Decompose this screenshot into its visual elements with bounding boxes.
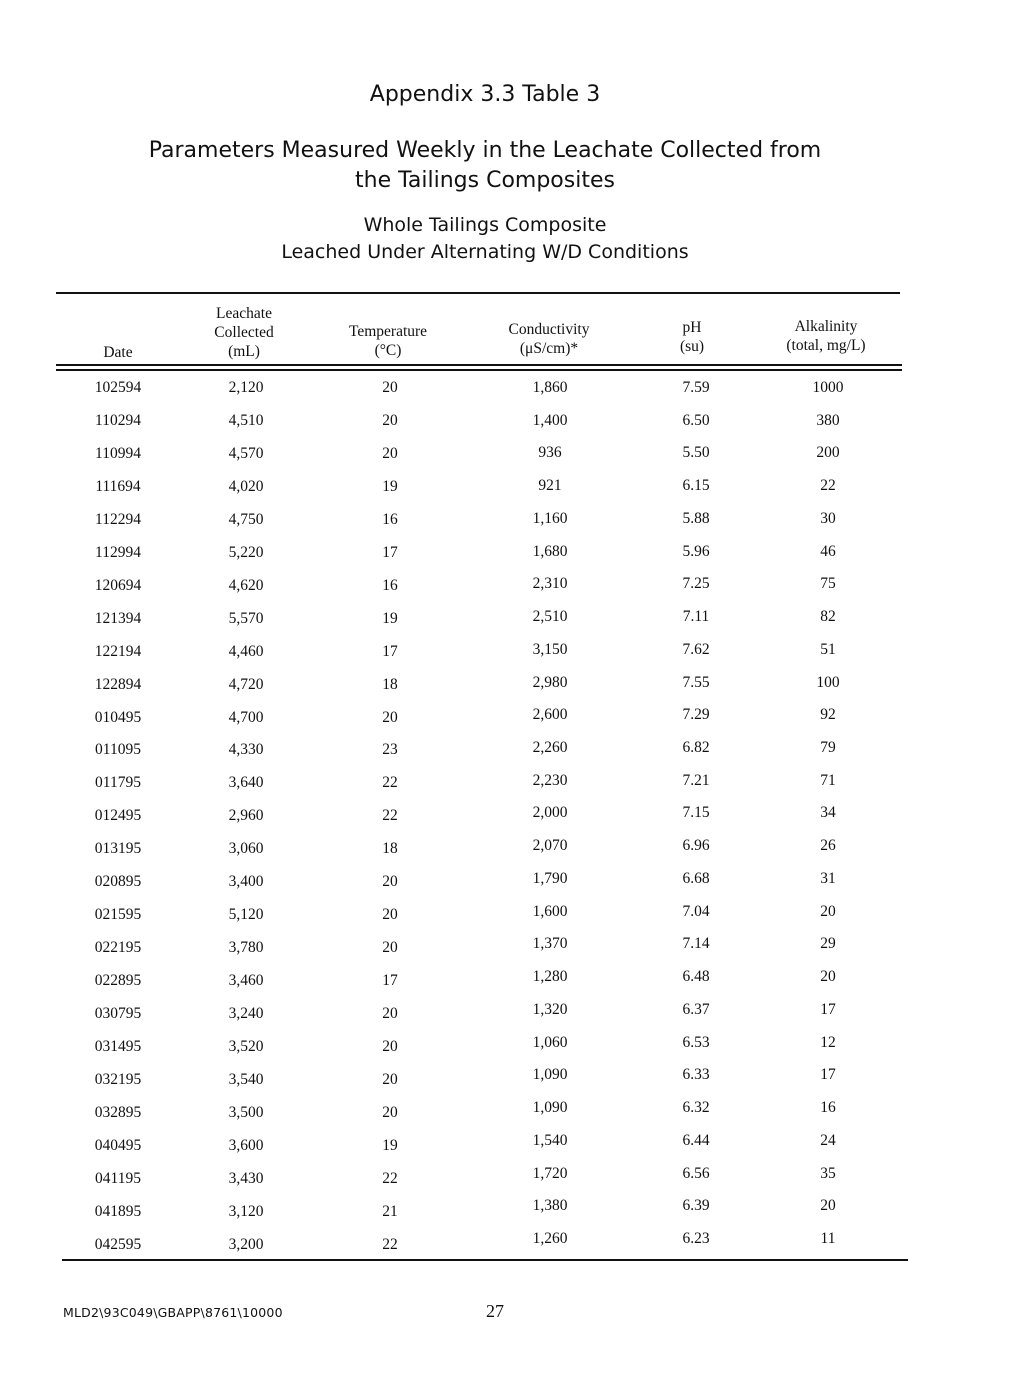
header-date-line-1: Date xyxy=(103,344,133,361)
cell-leachate-collected: 3,780 xyxy=(228,939,264,957)
cell-alkalinity: 71 xyxy=(820,771,836,789)
table-subtitle xyxy=(0,212,970,266)
cell-conductivity: 1,280 xyxy=(532,968,568,986)
cell-date: 041895 xyxy=(94,1202,142,1220)
cell-temperature: 20 xyxy=(382,939,398,957)
cell-temperature: 22 xyxy=(382,1169,398,1187)
cell-temperature: 20 xyxy=(382,906,398,924)
cell-temperature: 18 xyxy=(382,675,398,693)
cell-date: 122194 xyxy=(94,642,142,660)
cell-alkalinity: 200 xyxy=(816,444,840,462)
cell-leachate-collected: 4,570 xyxy=(228,444,264,462)
cell-leachate-collected: 5,220 xyxy=(228,543,264,561)
cell-temperature: 16 xyxy=(382,510,398,528)
cell-leachate-collected: 4,460 xyxy=(228,642,264,660)
cell-temperature: 20 xyxy=(382,873,398,891)
cell-date: 030795 xyxy=(94,1005,142,1023)
cell-date: 121394 xyxy=(94,609,142,627)
cell-ph: 6.23 xyxy=(682,1229,710,1247)
cell-leachate-collected: 4,720 xyxy=(228,675,264,693)
cell-conductivity: 1,600 xyxy=(532,902,568,920)
cell-conductivity: 1,090 xyxy=(532,1066,568,1084)
header-ph-line-2: (su) xyxy=(679,338,705,355)
cell-alkalinity: 12 xyxy=(820,1033,836,1051)
cell-conductivity: 1,260 xyxy=(532,1229,568,1247)
cell-alkalinity: 31 xyxy=(820,869,836,887)
cell-alkalinity: 46 xyxy=(820,542,836,560)
cell-conductivity: 1,090 xyxy=(532,1099,568,1117)
cell-ph: 6.53 xyxy=(682,1033,710,1051)
cell-ph: 7.21 xyxy=(682,771,710,789)
cell-conductivity: 3,150 xyxy=(532,640,568,658)
cell-leachate-collected: 3,500 xyxy=(228,1103,264,1121)
cell-leachate-collected: 3,400 xyxy=(228,873,264,891)
cell-temperature: 19 xyxy=(382,477,398,495)
cell-alkalinity: 29 xyxy=(820,935,836,953)
header-rule-lower xyxy=(56,369,902,371)
cell-temperature: 19 xyxy=(382,609,398,627)
cell-leachate-collected: 4,620 xyxy=(228,576,264,594)
cell-alkalinity: 380 xyxy=(816,411,840,429)
cell-conductivity: 2,310 xyxy=(532,575,568,593)
cell-leachate-collected: 3,600 xyxy=(228,1136,264,1154)
cell-temperature: 18 xyxy=(382,840,398,858)
cell-alkalinity: 16 xyxy=(820,1099,836,1117)
cell-date: 122894 xyxy=(94,675,142,693)
table-row xyxy=(0,478,1027,511)
table-row xyxy=(0,511,1027,544)
cell-temperature: 22 xyxy=(382,774,398,792)
cell-temperature: 22 xyxy=(382,807,398,825)
cell-temperature: 23 xyxy=(382,741,398,759)
cell-alkalinity: 1000 xyxy=(812,379,844,396)
cell-conductivity: 1,060 xyxy=(532,1033,568,1051)
table-row xyxy=(0,544,1027,577)
cell-leachate-collected: 2,960 xyxy=(228,807,264,825)
cell-ph: 6.96 xyxy=(682,837,710,855)
cell-alkalinity: 24 xyxy=(820,1131,836,1149)
table-row xyxy=(0,379,1027,412)
cell-temperature: 20 xyxy=(382,708,398,726)
cell-conductivity: 1,720 xyxy=(532,1164,568,1182)
cell-leachate-collected: 3,640 xyxy=(228,774,264,792)
cell-conductivity: 1,860 xyxy=(532,379,568,396)
cell-conductivity: 2,070 xyxy=(532,837,568,855)
table-title-line-2: the Tailings Composites xyxy=(355,168,615,193)
cell-conductivity: 1,540 xyxy=(532,1131,568,1149)
cell-alkalinity: 30 xyxy=(820,509,836,527)
cell-conductivity: 2,000 xyxy=(532,804,568,822)
cell-ph: 7.62 xyxy=(682,640,710,658)
cell-ph: 6.82 xyxy=(682,739,710,757)
cell-alkalinity: 20 xyxy=(820,902,836,920)
cell-ph: 6.44 xyxy=(682,1131,710,1149)
page-number: 27 xyxy=(486,1301,504,1321)
cell-leachate-collected: 3,240 xyxy=(228,1005,264,1023)
table-row xyxy=(0,610,1027,643)
cell-conductivity: 1,160 xyxy=(532,509,568,527)
table-row xyxy=(0,673,1027,709)
cell-date: 110994 xyxy=(95,444,141,462)
cell-conductivity: 936 xyxy=(538,444,562,462)
header-rule-upper xyxy=(56,364,902,366)
cell-alkalinity: 11 xyxy=(820,1229,836,1247)
table-row xyxy=(0,577,1027,610)
table-row xyxy=(0,640,1027,676)
header-leachate-line-2: Collected xyxy=(214,324,274,341)
cell-leachate-collected: 3,520 xyxy=(228,1038,264,1055)
cell-alkalinity: 22 xyxy=(820,477,836,495)
cell-alkalinity: 26 xyxy=(820,837,836,855)
cell-temperature: 20 xyxy=(382,1038,398,1055)
cell-ph: 5.88 xyxy=(682,509,710,527)
cell-leachate-collected: 3,430 xyxy=(228,1169,264,1187)
table-subtitle-line-2: Leached Under Alternating W/D Conditions xyxy=(281,241,689,263)
cell-alkalinity: 17 xyxy=(820,1066,836,1084)
cell-alkalinity: 79 xyxy=(820,739,836,757)
cell-leachate-collected: 3,200 xyxy=(228,1235,264,1253)
cell-leachate-collected: 4,330 xyxy=(228,741,264,759)
cell-alkalinity: 34 xyxy=(820,804,836,822)
cell-alkalinity: 17 xyxy=(820,1000,836,1018)
cell-temperature: 16 xyxy=(382,576,398,594)
cell-conductivity: 2,980 xyxy=(532,673,568,691)
cell-date: 120694 xyxy=(94,576,142,594)
table-row xyxy=(0,1229,1027,1269)
cell-conductivity: 1,320 xyxy=(532,1000,568,1018)
table-title-line-1: Parameters Measured Weekly in the Leachate Collected from xyxy=(148,138,822,163)
cell-ph: 6.37 xyxy=(682,1000,710,1018)
appendix-title: Appendix 3.3 Table 3 xyxy=(369,82,601,107)
cell-date: 111694 xyxy=(95,477,141,495)
header-temperature xyxy=(308,322,468,360)
cell-leachate-collected: 4,700 xyxy=(228,708,264,726)
table-row xyxy=(0,706,1027,742)
cell-temperature: 20 xyxy=(382,379,398,396)
table-row xyxy=(0,771,1027,807)
cell-temperature: 17 xyxy=(382,642,398,660)
cell-leachate-collected: 3,460 xyxy=(228,972,264,990)
header-temperature-line-1: Temperature xyxy=(348,323,428,340)
cell-date: 102594 xyxy=(94,379,142,396)
header-alkalinity-line-1: Alkalinity xyxy=(794,318,858,335)
table-row xyxy=(0,412,1027,445)
cell-temperature: 20 xyxy=(382,411,398,429)
cell-ph: 7.29 xyxy=(682,706,710,724)
cell-temperature: 21 xyxy=(382,1202,398,1220)
table-row xyxy=(0,902,1027,939)
cell-date: 112994 xyxy=(95,543,141,561)
cell-leachate-collected: 4,750 xyxy=(228,510,264,528)
cell-conductivity: 921 xyxy=(538,477,562,495)
cell-ph: 6.56 xyxy=(682,1164,710,1182)
cell-alkalinity: 51 xyxy=(820,640,836,658)
table-row xyxy=(0,741,1027,774)
cell-temperature: 22 xyxy=(382,1235,398,1253)
cell-alkalinity: 35 xyxy=(820,1164,836,1182)
header-leachate-collected xyxy=(164,304,324,361)
cell-conductivity: 1,380 xyxy=(532,1197,568,1215)
cell-alkalinity: 100 xyxy=(816,673,840,691)
cell-date: 012495 xyxy=(94,807,142,825)
cell-ph: 5.96 xyxy=(682,542,710,560)
cell-leachate-collected: 3,540 xyxy=(228,1070,264,1088)
cell-conductivity: 2,260 xyxy=(532,739,568,757)
cell-alkalinity: 75 xyxy=(820,575,836,593)
cell-date: 041195 xyxy=(95,1169,141,1187)
cell-ph: 7.15 xyxy=(682,804,710,822)
cell-conductivity: 2,230 xyxy=(532,771,568,789)
cell-date: 042595 xyxy=(94,1235,142,1253)
cell-date: 021595 xyxy=(94,906,142,924)
cell-alkalinity: 20 xyxy=(820,968,836,986)
cell-conductivity: 1,790 xyxy=(532,869,568,887)
cell-ph: 6.15 xyxy=(682,477,710,495)
cell-temperature: 20 xyxy=(382,444,398,462)
cell-ph: 7.14 xyxy=(682,935,710,953)
cell-date: 032195 xyxy=(94,1070,142,1088)
cell-leachate-collected: 4,510 xyxy=(228,411,264,429)
cell-temperature: 20 xyxy=(382,1005,398,1023)
cell-ph: 6.68 xyxy=(682,869,710,887)
cell-ph: 7.11 xyxy=(682,608,710,626)
table-row xyxy=(0,804,1027,840)
cell-ph: 7.55 xyxy=(682,673,710,691)
cell-leachate-collected: 4,020 xyxy=(228,477,264,495)
cell-ph: 7.59 xyxy=(682,379,710,396)
cell-leachate-collected: 3,120 xyxy=(228,1202,264,1220)
cell-alkalinity: 82 xyxy=(820,608,836,626)
table-title xyxy=(0,136,970,196)
header-leachate-line-3: (mL) xyxy=(228,343,260,360)
cell-conductivity: 2,600 xyxy=(532,706,568,724)
cell-date: 112294 xyxy=(95,510,141,528)
cell-temperature: 20 xyxy=(382,1070,398,1088)
cell-date: 032895 xyxy=(94,1103,142,1121)
cell-conductivity: 1,370 xyxy=(532,935,568,953)
cell-date: 020895 xyxy=(94,873,142,891)
cell-leachate-collected: 3,060 xyxy=(228,840,264,858)
cell-temperature: 17 xyxy=(382,543,398,561)
cell-leachate-collected: 5,120 xyxy=(228,906,264,924)
table-top-rule xyxy=(56,292,900,294)
cell-temperature: 17 xyxy=(382,972,398,990)
header-conductivity xyxy=(469,320,629,358)
cell-date: 022895 xyxy=(94,972,142,990)
footer-file-path: MLD2\93C049\GBAPP\8761\10000 xyxy=(63,1305,283,1320)
cell-ph: 7.25 xyxy=(682,575,710,593)
header-alkalinity xyxy=(746,317,906,355)
cell-ph: 6.32 xyxy=(682,1099,710,1117)
cell-ph: 6.39 xyxy=(682,1197,710,1215)
cell-date: 031495 xyxy=(94,1038,142,1055)
header-alkalinity-line-2: (total, mg/L) xyxy=(786,337,866,354)
header-temperature-line-2: (°C) xyxy=(374,342,402,359)
cell-date: 110294 xyxy=(95,411,141,429)
cell-date: 011795 xyxy=(95,774,141,792)
cell-leachate-collected: 5,570 xyxy=(228,609,264,627)
cell-date: 010495 xyxy=(94,708,142,726)
cell-ph: 6.48 xyxy=(682,968,710,986)
cell-alkalinity: 20 xyxy=(820,1197,836,1215)
header-leachate-line-1: Leachate xyxy=(216,305,272,322)
table-subtitle-line-1: Whole Tailings Composite xyxy=(363,214,607,236)
table-row xyxy=(0,837,1027,873)
cell-ph: 7.04 xyxy=(682,902,710,920)
table-row xyxy=(0,869,1027,906)
cell-ph: 5.50 xyxy=(682,444,710,462)
header-ph-line-1: pH xyxy=(682,319,702,336)
cell-temperature: 20 xyxy=(382,1103,398,1121)
header-conductivity-line-2: (μS/cm)* xyxy=(519,340,579,357)
cell-leachate-collected: 2,120 xyxy=(228,379,264,396)
cell-temperature: 19 xyxy=(382,1136,398,1154)
cell-ph: 6.33 xyxy=(682,1066,710,1084)
cell-conductivity: 1,680 xyxy=(532,542,568,560)
table-bottom-rule xyxy=(62,1259,908,1261)
cell-ph: 6.50 xyxy=(682,411,710,429)
cell-alkalinity: 92 xyxy=(820,706,836,724)
table-row xyxy=(0,445,1027,478)
cell-date: 011095 xyxy=(95,741,141,759)
cell-date: 022195 xyxy=(94,939,142,957)
header-conductivity-line-1: Conductivity xyxy=(508,321,590,338)
cell-date: 013195 xyxy=(94,840,142,858)
cell-date: 040495 xyxy=(94,1136,142,1154)
cell-conductivity: 2,510 xyxy=(532,608,568,626)
cell-conductivity: 1,400 xyxy=(532,411,568,429)
